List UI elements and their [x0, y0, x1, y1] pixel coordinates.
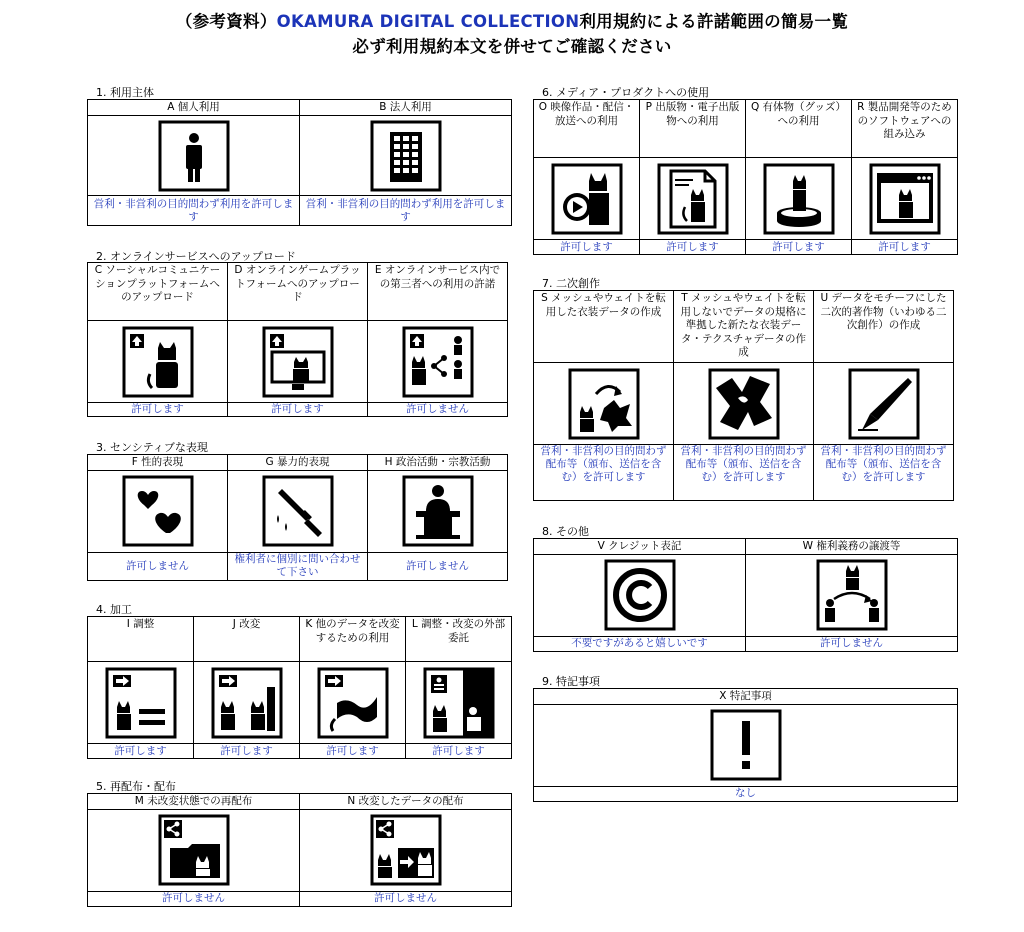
upload-share-icon: [402, 326, 474, 398]
ribbon-arrow-icon: [317, 667, 389, 739]
item-g-header: G 暴力的表現: [228, 455, 368, 471]
item-w-header: W 権利義務の譲渡等: [746, 539, 958, 555]
outsource-icon: [423, 667, 495, 739]
item-i-status: 許可します: [88, 744, 194, 759]
page-title: [0, 8, 1024, 32]
item-l-header: L 調整・改変の外部委託: [406, 617, 512, 662]
item-j-status: 許可します: [194, 744, 300, 759]
item-q-header: Q 有体物（グッズ）への利用: [746, 100, 852, 158]
page-subtitle: 必ず利用規約本文を併せてご確認ください: [352, 37, 672, 56]
item-x-header: X 特記事項: [534, 689, 958, 705]
item-e-status: 許可しません: [368, 403, 508, 417]
item-p-header: P 出版物・電子出版物への利用: [640, 100, 746, 158]
section-3-label: 3. センシティブな表現: [96, 441, 208, 454]
item-x-status: なし: [534, 786, 958, 801]
item-b-status: 営利・非営利の目的問わず利用を許可します: [300, 196, 512, 226]
cloth-arrow-icon: [568, 368, 640, 440]
share-folder-icon: [158, 814, 230, 886]
item-a-status: 営利・非営利の目的問わず利用を許可します: [88, 196, 300, 226]
pen-nib-icon: [848, 368, 920, 440]
item-g-status: 権利者に個別に問い合わせて下さい: [228, 552, 368, 580]
document-icon: [657, 163, 729, 235]
item-q-status: 許可します: [746, 240, 852, 255]
section-7-label: 7. 二次創作: [542, 277, 600, 290]
building-icon: [370, 120, 442, 192]
section-8-label: 8. その他: [542, 525, 589, 538]
item-o-header: O 映像作品・配信・放送への利用: [534, 100, 640, 158]
knife-icon: [262, 475, 334, 547]
podium-icon: [402, 475, 474, 547]
item-n-status: 許可しません: [300, 891, 512, 906]
section-9-table: [533, 688, 958, 802]
item-n-header: N 改変したデータの配布: [300, 794, 512, 810]
item-u-status: 営利・非営利の目的問わず配布等（頒布、送信を含む）を許可します: [814, 445, 954, 501]
ribbon-icon: [708, 368, 780, 440]
video-play-icon: [551, 163, 623, 235]
item-a-header: A 個人利用: [88, 100, 300, 116]
item-e-header: E オンラインサービス内での第三者への利用の許諾: [368, 263, 508, 321]
item-j-header: J 改変: [194, 617, 300, 662]
upload-screen-icon: [262, 326, 334, 398]
share-modified-icon: [370, 814, 442, 886]
copyright-icon: [604, 559, 676, 631]
item-r-status: 許可します: [852, 240, 958, 255]
section-3-table: [87, 454, 508, 581]
hearts-icon: [122, 475, 194, 547]
person-icon: [158, 120, 230, 192]
item-w-status: 許可しません: [746, 636, 958, 651]
item-o-status: 許可します: [534, 240, 640, 255]
title-brand: OKAMURA DIGITAL COLLECTION: [276, 12, 580, 31]
item-r-header: R 製品開発等のためのソフトウェアへの組み込み: [852, 100, 958, 158]
software-window-icon: [869, 163, 941, 235]
section-2-table: [87, 262, 508, 417]
item-d-status: 許可します: [228, 403, 368, 417]
title-prefix: （参考資料）: [175, 12, 277, 31]
item-f-header: F 性的表現: [88, 455, 228, 471]
item-k-header: K 他のデータを改変するための利用: [300, 617, 406, 662]
item-t-status: 営利・非営利の目的問わず配布等（頒布、送信を含む）を許可します: [674, 445, 814, 501]
item-m-header: M 未改変状態での再配布: [88, 794, 300, 810]
item-h-status: 許可しません: [368, 552, 508, 580]
item-m-status: 許可しません: [88, 891, 300, 906]
transfer-icon: [816, 559, 888, 631]
item-i-header: I 調整: [88, 617, 194, 662]
exclamation-icon: [710, 709, 782, 781]
item-f-status: 許可しません: [88, 552, 228, 580]
section-1-label: 1. 利用主体: [96, 86, 154, 99]
item-v-status: 不要ですがあると嬉しいです: [534, 636, 746, 651]
section-8-table: [533, 538, 958, 652]
item-p-status: 許可します: [640, 240, 746, 255]
section-7-table: [533, 290, 954, 501]
item-v-header: V クレジット表記: [534, 539, 746, 555]
item-t-header: T メッシュやウェイトを転用しないでデータの規格に準拠した新たな衣装データ・テクスチャデータの作成: [674, 291, 814, 363]
upload-figure-icon: [122, 326, 194, 398]
section-5-table: [87, 793, 512, 907]
adjust-icon: [105, 667, 177, 739]
section-1-table: [87, 99, 512, 226]
modify-icon: [211, 667, 283, 739]
item-c-header: C ソーシャルコミュニケーションプラットフォームへのアップロード: [88, 263, 228, 321]
section-6-table: [533, 99, 958, 255]
item-s-status: 営利・非営利の目的問わず配布等（頒布、送信を含む）を許可します: [534, 445, 674, 501]
figurine-icon: [763, 163, 835, 235]
item-u-header: U データをモチーフにした二次的著作物（いわゆる二次創作）の作成: [814, 291, 954, 363]
item-l-status: 許可します: [406, 744, 512, 759]
section-4-label: 4. 加工: [96, 603, 132, 616]
item-b-header: B 法人利用: [300, 100, 512, 116]
item-h-header: H 政治活動・宗教活動: [368, 455, 508, 471]
title-suffix: 利用規約による許諾範囲の簡易一覧: [579, 12, 849, 31]
item-d-header: D オンラインゲームプラットフォームへのアップロード: [228, 263, 368, 321]
section-9-label: 9. 特記事項: [542, 675, 600, 688]
item-s-header: S メッシュやウェイトを転用した衣装データの作成: [534, 291, 674, 363]
item-c-status: 許可します: [88, 403, 228, 417]
item-k-status: 許可します: [300, 744, 406, 759]
section-6-label: 6. メディア・プロダクトへの使用: [542, 86, 710, 99]
section-4-table: [87, 616, 512, 759]
section-2-label: 2. オンラインサービスへのアップロード: [96, 250, 296, 263]
section-5-label: 5. 再配布・配布: [96, 780, 176, 793]
